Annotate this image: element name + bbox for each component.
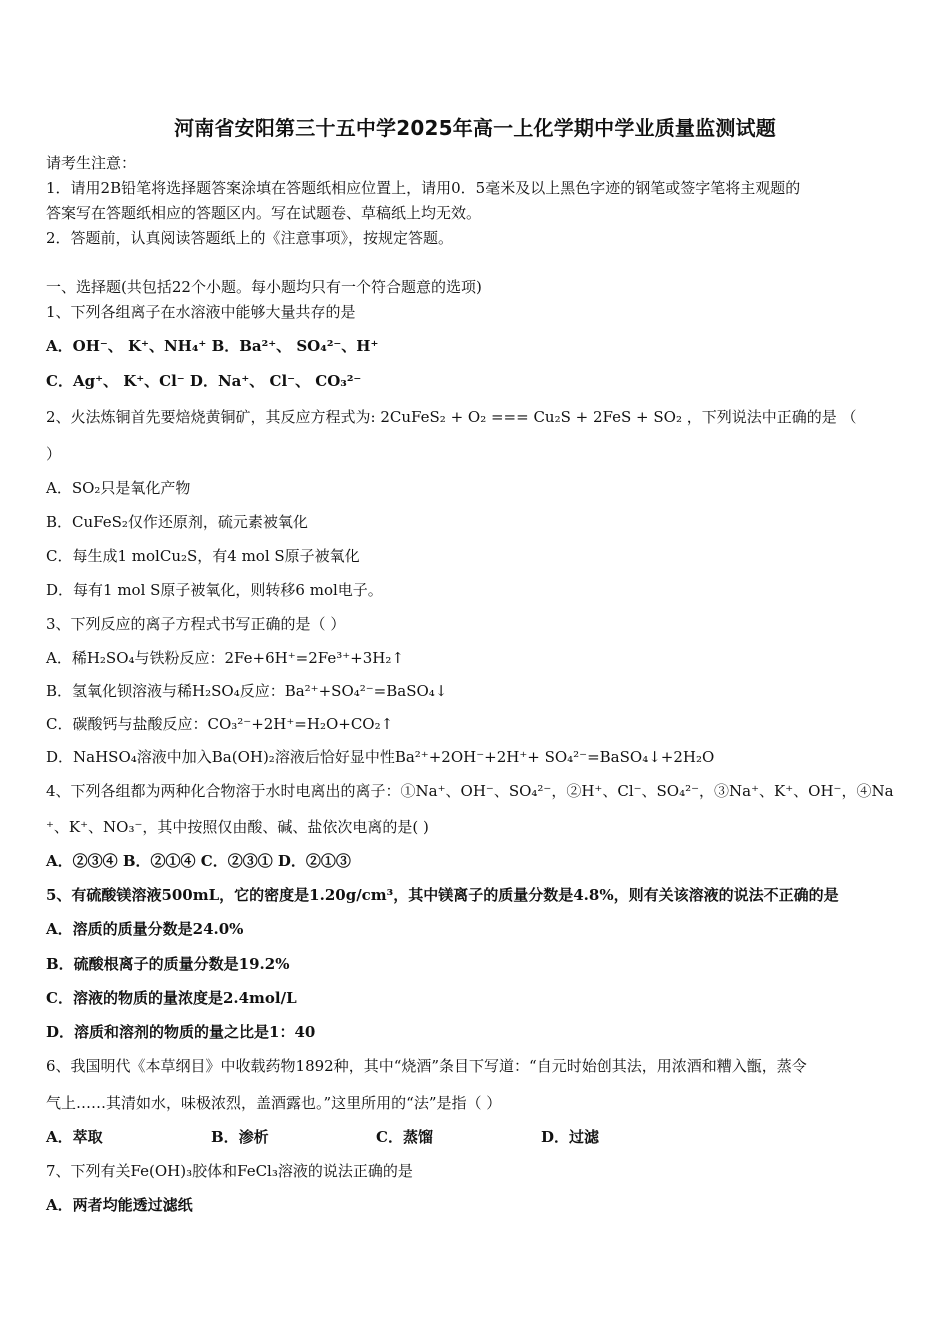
- q5-stem: 5、有硫酸镁溶液500mL，它的密度是1.20g/cm³，其中镁离子的质量分数是4.8%，则有关该溶液的说法不正确的是: [46, 886, 839, 904]
- q5-option-d: D．溶质和溶剂的物质的量之比是1：40: [46, 1023, 316, 1041]
- q6-options: [46, 1127, 706, 1147]
- page-title: 河南省安阳第三十五中学2025年高一上化学期中学业质量监测试题: [174, 116, 776, 140]
- q7-option-a: A．两者均能透过滤纸: [46, 1196, 193, 1214]
- q5-option-b: B．硫酸根离子的质量分数是19.2%: [46, 955, 290, 973]
- q6-stem-cont: 气上……其清如水，味极浓烈，盖酒露也。”这里所用的“法”是指（ ）: [46, 1094, 502, 1112]
- q6-option-a: A．萃取: [46, 1128, 103, 1146]
- q3-option-b: B．氢氧化钡溶液与稀H₂SO₄反应：Ba²⁺+SO₄²⁻=BaSO₄↓: [46, 682, 448, 700]
- q2-stem-cont: ）: [46, 445, 62, 463]
- q1-options-cd: C．Ag⁺、 K⁺、Cl⁻ D．Na⁺、 Cl⁻、 CO₃²⁻: [46, 372, 362, 390]
- q6-stem: 6、我国明代《本草纲目》中收载药物1892种，其中“烧酒”条目下写道：“自元时始创其法，用浓酒和糟入甑，蒸令: [46, 1057, 807, 1075]
- q3-stem: 3、下列反应的离子方程式书写正确的是（ ）: [46, 615, 346, 633]
- q5-option-a: A．溶质的质量分数是24.0%: [46, 920, 244, 938]
- q6-option-b: B．渗析: [211, 1128, 269, 1146]
- q2-option-a: A．SO₂只是氧化产物: [46, 479, 191, 497]
- q2-option-d: D．每有1 mol S原子被氧化，则转移6 mol电子。: [46, 581, 383, 599]
- q2-option-b: B．CuFeS₂仅作还原剂，硫元素被氧化: [46, 513, 308, 531]
- q4-options: A．②③④ B．②①④ C．②③① D．②①③: [46, 852, 351, 870]
- q3-option-d: D．NaHSO₄溶液中加入Ba(OH)₂溶液后恰好显中性Ba²⁺+2OH⁻+2H⁺+ SO₄²⁻=BaSO₄↓+2H₂O: [46, 748, 715, 766]
- q4-stem: 4、下列各组都为两种化合物溶于水时电离出的离子：①Na⁺、OH⁻、SO₄²⁻，②H⁺、Cl⁻、SO₄²⁻，③Na⁺、K⁺、OH⁻，④Na: [46, 782, 894, 800]
- q2-stem: 2、火法炼铜首先要焙烧黄铜矿，其反应方程式为: 2CuFeS₂ + O₂ === Cu₂S + 2FeS + SO₂ ，下列说法中正确的是 （: [46, 408, 857, 426]
- section-heading: 一、选择题(共包括22个小题。每小题均只有一个符合题意的选项): [46, 278, 482, 296]
- q3-option-c: C．碳酸钙与盐酸反应：CO₃²⁻+2H⁺=H₂O+CO₂↑: [46, 715, 394, 733]
- q6-option-c: C．蒸馏: [376, 1128, 433, 1146]
- q7-stem: 7、下列有关Fe(OH)₃胶体和FeCl₃溶液的说法正确的是: [46, 1162, 413, 1180]
- q2-option-c: C．每生成1 molCu₂S，有4 mol S原子被氧化: [46, 547, 360, 565]
- q6-option-d: D．过滤: [541, 1128, 600, 1146]
- q1-options-ab: A．OH⁻、 K⁺、NH₄⁺ B．Ba²⁺、 SO₄²⁻、H⁺: [46, 337, 379, 355]
- notice-item-1: 1．请用2B铅笔将选择题答案涂填在答题纸相应位置上，请用0．5毫米及以上黑色字迹的钢笔或签字笔将主观题的: [46, 179, 801, 197]
- q1-stem: 1、下列各组离子在水溶液中能够大量共存的是: [46, 303, 356, 321]
- notice-item-2: 2．答题前，认真阅读答题纸上的《注意事项》，按规定答题。: [46, 229, 454, 247]
- q4-stem-cont: ⁺、K⁺、NO₃⁻，其中按照仅由酸、碱、盐依次电离的是( ): [46, 818, 429, 836]
- notice-item-1-cont: 答案写在答题纸相应的答题区内。写在试题卷、草稿纸上均无效。: [46, 204, 482, 222]
- notice-heading: 请考生注意：: [46, 154, 137, 172]
- q5-option-c: C．溶液的物质的量浓度是2.4mol/L: [46, 989, 297, 1007]
- q3-option-a: A．稀H₂SO₄与铁粉反应：2Fe+6H⁺=2Fe³⁺+3H₂↑: [46, 649, 404, 667]
